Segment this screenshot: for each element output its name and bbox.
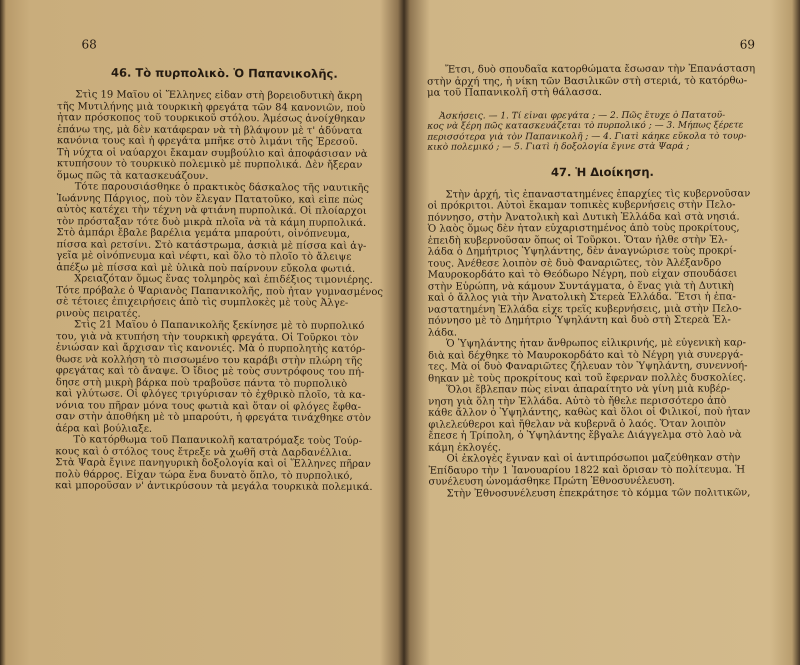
text-line: ἦταν πρόσκοπος τοῦ τουρκικοῦ στόλου. Ἀμέσως ἀνοίχθηκαν [57,112,366,125]
text-line: σὲ τέτοιες ἐπιχειρήσεις ἀπὸ τὶς συμπλοκὲς μὲ τοὺς Ἀλγε- [56,296,349,309]
text-line: φιλελεύθεροι καὶ ἤθελαν νὰ κυβερνᾶ ὁ λαός. Ὅταν λοιπὸν [428,418,726,431]
text-line: Ὁ λαὸς ὅμως δὲν ἦταν εὐχαριστημένος ἀπὸ τοὺς προκρίτους, [427,222,740,235]
text-line: διὰ καὶ δέχθηκε τὸ Μαυροκορδάτο καὶ τὸ Νέγρη γιὰ συνεργά- [428,349,744,362]
text-line: οἱ πρόκριτοι. Αὐτοὶ ἔκαμαν τοπικὲς κυβερνήσεις στὴν Πελο- [427,199,736,212]
text-line: ἐπειδὴ κυβερνοῦσαν ὅπως οἱ Τοῦρκοι. Ὅταν ἦλθε στὴν Ἑλ- [427,234,728,247]
text-line: πόννησο, στὴν Ἀνατολικὴ καὶ Δυτικὴ Ἑλλάδα καὶ στὰ νησιά. [427,211,740,224]
text-line: μα τοῦ Παπανικολῆ στὴ θάλασσα. [427,87,602,99]
text-line: Στὰ Ψαρὰ ἔγινε πανηγυρικὴ δοξολογία καὶ οἱ Ἕλληνες πῆραν [55,457,371,470]
text-line: λάδα. [427,327,458,339]
exercises [427,110,777,154]
text-line: γεῖα μὲ οἰνόπνευμα καὶ νέφτι, καὶ ὅλο τὸ πλοῖο τὸ ἄλειψε [56,250,352,263]
right-top-text [427,63,777,99]
text-line: Τότε παρουσιάσθηκε ὁ πρακτικὸς δάσκαλος τῆς ναυτικῆς [74,181,370,194]
text-line: νόνια του πῆραν μόνα τους φωτιὰ καὶ ὅταν οἱ φλόγες ἔφθα- [55,399,362,413]
text-line: κάμη ἐκλογές. [428,442,502,454]
text-line: νηση γιὰ ὅλη τὴν Ἑλλάδα. Αὐτὸ τὸ ἤθελε περισσότερο ἀπὸ [428,395,727,408]
page-number-right: 69 [739,37,756,52]
text-line: τὸν πρόσταξαν τότε δυὸ μικρὰ πλοῖα νὰ τὰ κάμη πυρπολικά. [56,215,367,229]
text-line: ἀέρα καὶ βούλιαξε. [55,422,153,435]
text-line: καὶ γλύτωσε. Οἱ φλόγες τριγύρισαν τὸ ἐχθρικὸ πλοῖο, τὰ κα- [55,388,366,401]
page-number-left: 68 [81,37,97,52]
text-line: συνέλευση ὠνομάσθηκε Πρώτη Ἐθνοσυνέλευση. [428,476,676,488]
text-line: Οἱ ἐκλογὲς ἔγιναν καὶ οἱ ἀντιπρόσωποι μαζεύθηκαν στὴν [446,452,741,465]
text-line: Χρειαζόταν ὅμως ἕνας τολμηρὸς καὶ ἐπιδέξιος τιμονιέρης. [74,273,373,286]
chapter-heading-46: 46. Τὸ πυρπολικὸ. Ὁ Παπανικολῆς. [110,65,338,81]
text-line: Ἐπίδαυρο τὴν 1 Ἰανουαρίου 1822 καὶ ὅρισαν τὸ πολίτευμα. Ἡ [428,464,746,477]
text-line: σαν στὴν ἀποθήκη μὲ τὸ μπαρούτι, ἡ φρεγάτα τινάχθηκε στὸν [55,411,372,424]
exercise-line: Ἀσκήσεις. — 1. Τί εἶναι φρεγάτα ; — 2. Πῶς ἔτυχε ὁ Πατατοῦ- [439,110,726,122]
text-line: Στὸ ἀμπάρι ἔβαλε βαρέλια γεμάτα μπαρούτι, οἰνόπνευμα, [56,227,351,240]
text-line: καὶ μποροῦσαν ν' ἀντικρύσουν τὰ μεγάλα τουρκικὰ πολεμικά. [55,480,373,493]
text-line: ἀπέξω μὲ πίσσα καὶ μὲ ὑλικὰ ποὺ παίρνουν εὔκολα φωτιά. [56,261,356,275]
text-line: δησε στὴ μικρὴ βάρκα ποὺ τραβοῦσε πάντα τὸ πυρπολικὸ [55,376,348,390]
text-line: Ἰωάννης Πάργιος, ποὺ τὸν ἔλεγαν Πατατοῦκο, καὶ εἶπε πὼς [56,192,364,206]
text-line: ναστατημένη Ἑλλάδα εἶχε τρεῖς κυβερνήσεις, μιὰ στὴν Πελο- [427,303,742,316]
text-line: Στὶς 21 Μαΐου ὁ Παπανικολῆς ξεκίνησε μὲ τὸ πυρπολικό [74,319,365,332]
text-line: Τότε πρόβαλε ὁ Ψαριανὸς Παπανικολῆς, ποὺ ἦταν γυμνασμένος [56,284,384,298]
text-line: τῆς Μυτιλήνης μιὰ τουρκικὴ φρεγάτα τῶν 84 κανονιῶν, ποὺ [57,100,366,114]
text-line: στὴν Εὐρώπη, νὰ κάμουν Συντάγματα, ὁ ἕνας γιὰ τὴ Δυτικὴ [427,280,734,293]
text-line: στὴν ἀρχή της, ἡ νίκη τῶν Βασιλικῶν στὴ στεριά, τὸ κατόρθω- [427,74,748,88]
exercise-line: κικὸ πολεμικό ; — 5. Γιατὶ ἡ δοξολογία ἔγινε στὰ Ψαρά ; [427,141,690,153]
text-line: τους. Ἀνέθεσε λοιπὸν σὲ δυὸ Φαναριῶτες, τὸν Ἀλέξανδρο [427,257,722,270]
text-line: φρεγάτας καὶ τὸ ἄναψε. Ὁ ἴδιος μὲ τοὺς συντρόφους του πή- [55,365,365,378]
text-line: κανόνια τους καὶ ἡ φρεγάτα μπῆκε στὸ λιμάνι τῆς Ἐρεσοῦ. [56,135,358,148]
text-line: του, γιὰ νὰ κτυπήση τὴν τουρκικὴ φρεγάτα. Οἱ Τοῦρκοι τὸν [55,330,359,344]
text-line: Στὴν ἀρχή, τὶς ἐπαναστατημένες ἐπαρχίες τὶς κυβερνοῦσαν [445,188,751,201]
text-line: ὅμως πῶς τὰ κατασκευάζουν. [56,169,209,182]
text-line: Στὴν Ἐθνοσυνέλευση ἐπεκράτησε τὸ κόμμα τῶν πολιτικῶν, [446,487,751,500]
text-line: Ὁ Ὑψηλάντης ἦταν ἄνθρωπος εἰλικρινής, μὲ εὐγενικὴ καρ- [446,337,747,350]
chapter-heading-47: 47. Ἡ Διοίκηση. [550,164,654,180]
text-line: θηκαν μὲ τοὺς προκρίτους καὶ τοῦ ἔφερναν πολλὲς δυσκολίες. [428,372,747,385]
exercise-line: περισσότερα γιὰ τὸν Παπανικολῆ ; — 4. Γιατὶ κάηκε εὔκολα τὸ τουρ- [427,131,747,143]
text-line: Τὸ κατόρθωμα τοῦ Παπανικολῆ κατατρόμαξε τοὺς Τούρ- [73,434,363,447]
left-text-body [55,89,391,493]
text-line: αὐτὸς κατέχει τὴν τέχνη νὰ φτιάνη πυρπολικά. Οἱ πλοίαρχοι [56,204,367,217]
right-text-body [427,188,778,500]
text-line: πολὺ θάρρος. Εἶχαν τώρα ἕνα δυνατὸ ὅπλο, τὸ πυρπολικό, [55,468,353,482]
text-line: κους καὶ ὁ στόλος τους ἔτρεξε νὰ χωθῆ στὰ Δαρδανέλλια. [55,445,352,459]
text-line: ρινοὺς πειρατές. [56,307,141,320]
text-line: κάθε ἄλλον ὁ Ὑψηλάντης, καθὼς καὶ ὅλοι οἱ Φιλικοί, ποὺ ἦταν [428,406,751,419]
text-line: κτυπήσουν τὸ τουρκικὸ πολεμικὸ μὲ πυρπολικά. Δὲν ἤξεραν [56,158,363,171]
text-line: πίσσα καὶ ρετσίνι. Στὸ κατάστρωμα, ἀσκιὰ μὲ πίσσα καὶ ἀγ- [56,238,367,252]
text-line: ἐπάνω της, μὰ δὲν κατάφεραν νὰ τὴ βλάψουν μὲ τ' ἀδύνατα [57,123,363,137]
text-line: τες. Μὰ οἱ δυὸ Φαναριῶτες ζήλευαν τὸν Ὑψηλάντη, συνεννοή- [428,360,748,373]
text-line: καὶ ὁ ἄλλος γιὰ τὴν Ἀνατολικὴ Στερεὰ Ἑλλάδα. Ἔτσι ἡ ἐπα- [427,291,736,304]
text-line: πόννησο μὲ τὸ Δημήτριο Ὑψηλάντη καὶ δυὸ στὴ Στερεὰ Ἑλ- [427,314,731,327]
text-line: Τὴ νύχτα οἱ ναύαρχοι ἔκαμαν συμβούλιο καὶ ἀποφάσισαν νὰ [56,146,368,160]
right-page [405,0,800,665]
text-line: Μαυροκορδάτο καὶ τὸ Θεόδωρο Νέγρη, ποὺ εἶχαν σπουδάσει [427,268,738,281]
text-line: Στὶς 19 Μαΐου οἱ Ἕλληνες εἶδαν στὴ βορειοδυτικὴ ἄκρη [75,89,363,102]
text-line: Ἔτσι, δυὸ σπουδαῖα κατορθώματα ἔσωσαν τὴν Ἐπανάσταση [445,63,756,76]
text-line: ἔπεσε ἡ Τρίπολη, ὁ Ὑψηλάντης ἔβγαλε Διάγγελμα στὸ λαὸ νὰ [428,429,742,442]
text-line: θωσε νὰ κολλήση τὸ πισσωμένο του καράβι στὴν πλώρη τῆς [55,353,363,367]
exercise-line: κος νὰ ξέρη πῶς κατασκευάζεται τὸ πυρπολικό ; — 3. Μήπως ξέρετε [427,120,744,132]
text-line: ἐνιώσαν καὶ ἄρχισαν τὶς κανονιές. Μὰ ὁ πυρπολητὴς κατόρ- [55,342,366,355]
text-line: Ὅλοι ἔβλεπαν πὼς εἶναι ἀπαραίτητο νὰ γίνη μιὰ κυβέρ- [446,383,731,396]
text-line: λάδα ὁ Δημήτριος Ὑψηλάντης, δὲν ἀναγνώρισε τοὺς προκρί- [427,245,737,258]
